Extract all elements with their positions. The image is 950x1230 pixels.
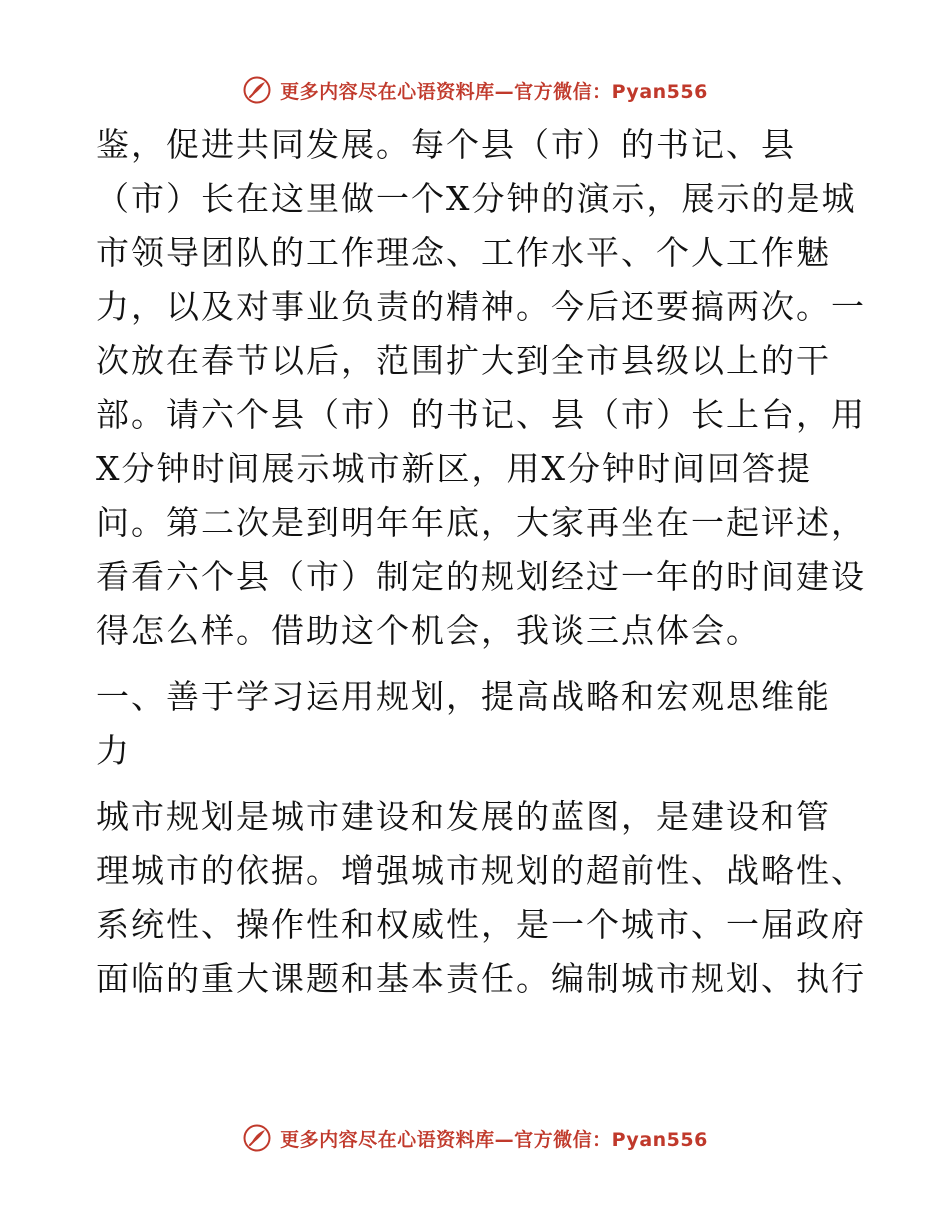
feather-seal-icon [242,75,272,105]
text-line: 部。请六个县（市）的书记、县（市）长上台，用 [96,395,866,434]
document-body [96,118,866,1006]
paragraph-gap [96,658,856,670]
text-line: 市领导团队的工作理念、工作水平、个人工作魅 [96,233,831,272]
paragraph-gap [96,778,856,790]
text-line: 城市规划是城市建设和发展的蓝图，是建设和管 [96,797,831,836]
text-line: 面临的重大课题和基本责任。编制城市规划、执行 [96,959,866,998]
heading-line: 一、善于学习运用规划，提高战略和宏观思维能 [96,677,831,716]
paragraph-2 [96,790,866,1006]
header-banner-text: 更多内容尽在心语资料库—官方微信：Pyan556 [280,80,708,103]
text-line: 问。第二次是到明年年底，大家再坐在一起评述， [96,503,866,542]
section-heading [96,670,856,778]
header-banner [0,70,950,110]
text-line: 系统性、操作性和权威性，是一个城市、一届政府 [96,905,866,944]
text-line: （市）长在这里做一个X分钟的演示，展示的是城 [96,179,857,218]
feather-seal-icon [242,1123,272,1153]
text-line: 看看六个县（市）制定的规划经过一年的时间建设 [96,557,866,596]
text-line: 理城市的依据。增强城市规划的超前性、战略性、 [96,851,866,890]
heading-line: 力 [96,731,131,770]
text-line: X分钟时间展示城市新区，用X分钟时间回答提 [96,449,812,488]
text-line: 得怎么样。借助这个机会，我谈三点体会。 [96,611,761,650]
paragraph-1 [96,118,866,658]
text-line: 次放在春节以后，范围扩大到全市县级以上的干 [96,341,831,380]
text-line: 鉴，促进共同发展。每个县（市）的书记、县 [96,125,796,164]
footer-banner [0,1118,950,1158]
text-line: 力，以及对事业负责的精神。今后还要搞两次。一 [96,287,866,326]
footer-banner-text: 更多内容尽在心语资料库—官方微信：Pyan556 [280,1128,708,1151]
